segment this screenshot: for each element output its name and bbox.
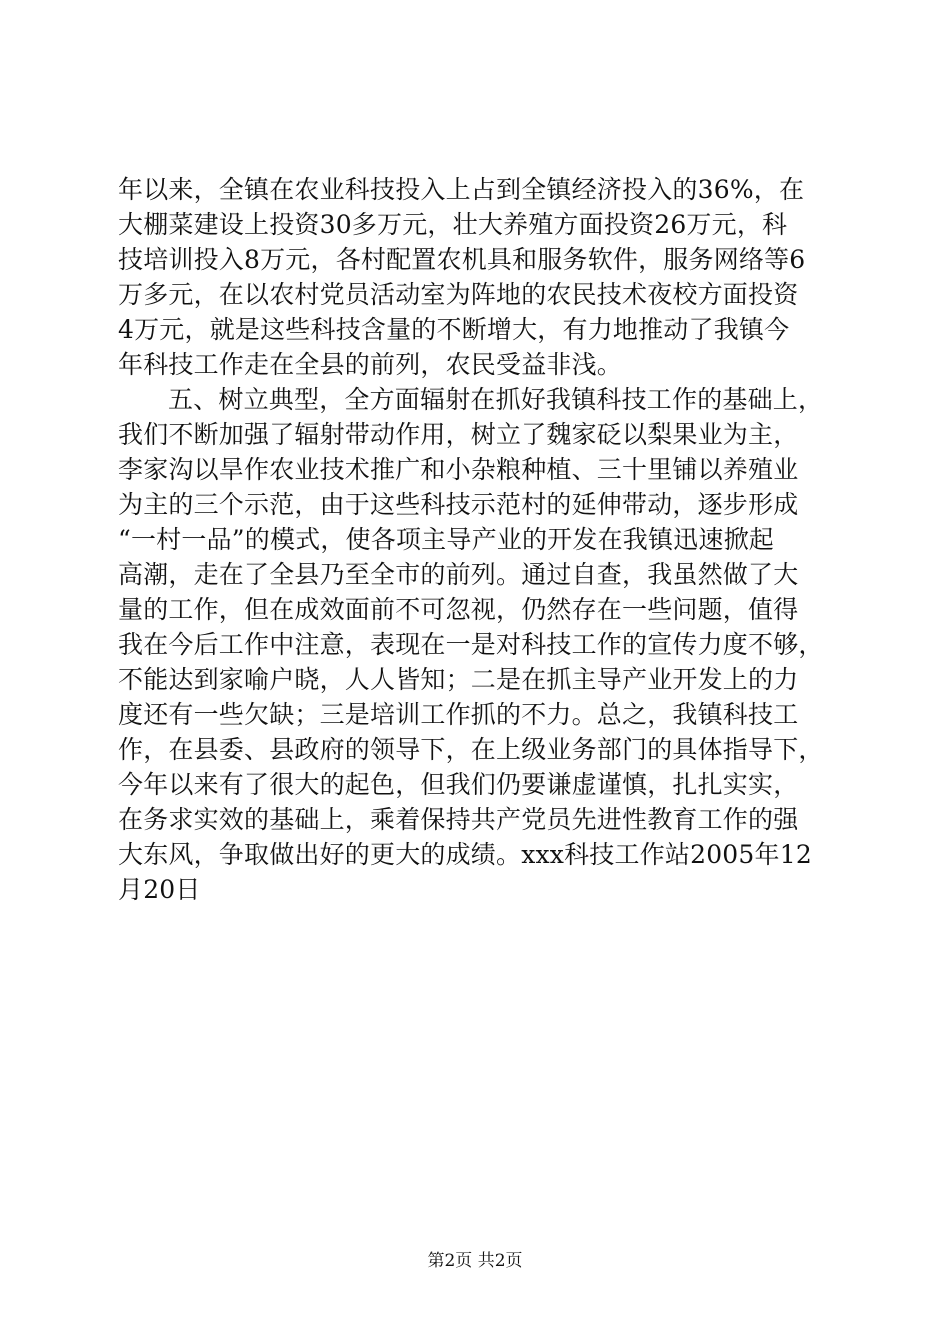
text-line-12: 高潮，走在了全县乃至全市的前列。通过自查，我虽然做了大	[118, 560, 799, 589]
text-line-21: 月20日	[118, 875, 201, 904]
text-line-10: 为主的三个示范，由于这些科技示范村的延伸带动，逐步形成	[118, 490, 799, 519]
text-line-1: 年以来，全镇在农业科技投入上占到全镇经济投入的36%，在	[118, 175, 805, 204]
text-line-13: 量的工作，但在成效面前不可忽视，仍然存在一些问题，值得	[118, 595, 799, 624]
text-line-15: 不能达到家喻户晓，人人皆知；二是在抓主导产业开发上的力	[118, 665, 799, 694]
text-line-11: “一村一品”的模式，使各项主导产业的开发在我镇迅速掀起	[118, 525, 774, 554]
text-line-16: 度还有一些欠缺；三是培训工作抓的不力。总之，我镇科技工	[118, 700, 799, 729]
text-line-20: 大东风，争取做出好的更大的成绩。xxx科技工作站2005年12	[118, 840, 812, 869]
text-line-6: 年科技工作走在全县的前列，农民受益非浅。	[118, 350, 623, 379]
document-body	[118, 172, 838, 907]
text-line-7-section-heading: 五、树立典型，全方面辐射在抓好我镇科技工作的基础上，	[168, 385, 824, 414]
text-line-2: 大棚菜建设上投资30多万元，壮大养殖方面投资26万元，科	[118, 210, 788, 239]
text-line-4: 万多元，在以农村党员活动室为阵地的农民技术夜校方面投资	[118, 280, 799, 309]
text-line-5: 4万元，就是这些科技含量的不断增大，有力地推动了我镇今	[118, 315, 790, 344]
page-number-footer: 第2页 共2页	[427, 1251, 523, 1271]
text-line-17: 作，在县委、县政府的领导下，在上级业务部门的具体指导下，	[118, 735, 824, 764]
text-line-19: 在务求实效的基础上，乘着保持共产党员先进性教育工作的强	[118, 805, 799, 834]
text-line-18: 今年以来有了很大的起色，但我们仍要谦虚谨慎，扎扎实实，	[118, 770, 799, 799]
text-line-14: 我在今后工作中注意，表现在一是对科技工作的宣传力度不够，	[118, 630, 824, 659]
text-line-3: 技培训投入8万元，各村配置农机具和服务软件，服务网络等6	[118, 245, 806, 274]
text-line-9: 李家沟以旱作农业技术推广和小杂粮种植、三十里铺以养殖业	[118, 455, 799, 484]
text-line-8: 我们不断加强了辐射带动作用，树立了魏家砭以梨果业为主，	[118, 420, 799, 449]
